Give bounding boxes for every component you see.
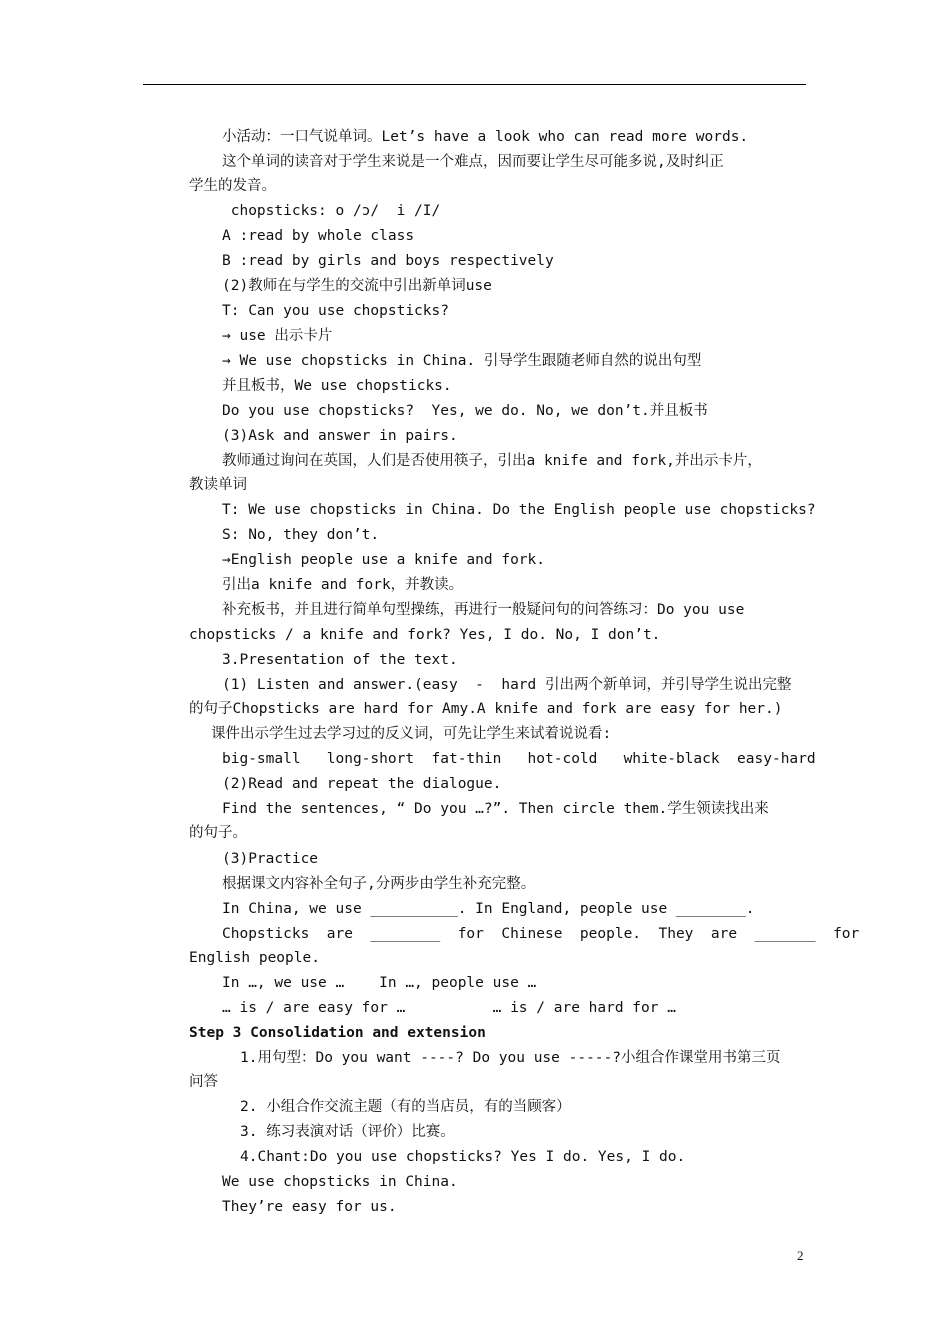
text-line: In China, we use __________. In England, people use ________. [222, 901, 755, 917]
section-heading: Step 3 Consolidation and extension [189, 1025, 486, 1041]
text-line: chopsticks / a knife and fork? Yes, I do. No, I don’t. [189, 627, 661, 643]
text-line: →English people use a knife and fork. [222, 552, 546, 568]
text-line: S: No, they don’t. [222, 527, 380, 543]
text-line: In …, we use … In …, people use … [222, 975, 537, 991]
text-line: 引出a knife and fork，并教读。 [222, 577, 464, 593]
text-line: (1) Listen and answer.(easy - hard 引出两个新单词，并引导学生说出完整 [222, 677, 792, 693]
text-line: (3)Practice [222, 851, 319, 867]
text-line: T: Can you use chopsticks? [222, 303, 449, 319]
text-line: 4.Chant:Do you use chopsticks? Yes I do. Yes, I do. [240, 1149, 686, 1165]
text-line: They’re easy for us. [222, 1199, 397, 1215]
text-line: 的句子Chopsticks are hard for Amy.A knife and fork are easy for her.) [189, 701, 783, 717]
text-line: T: We use chopsticks in China. Do the English people use chopsticks? [222, 502, 816, 518]
text-line: (2)教师在与学生的交流中引出新单词use [222, 278, 492, 294]
text-line: English people. [189, 950, 320, 966]
text-line: Do you use chopsticks? Yes, we do. No, we don’t.并且板书 [222, 403, 708, 419]
text-line: 教读单词 [189, 477, 247, 493]
text-line: 学生的发音。 [189, 178, 276, 194]
text-line: chopsticks: o /ɔ/ i /I/ [222, 203, 441, 219]
text-line: 这个单词的读音对于学生来说是一个难点，因而要让学生尽可能多说,及时纠正 [222, 154, 724, 170]
text-line: 问答 [189, 1074, 218, 1090]
text-line: 2. 小组合作交流主题（有的当店员，有的当顾客） [240, 1099, 571, 1115]
text-line: (3)Ask and answer in pairs. [222, 428, 458, 444]
text-line: Find the sentences, “ Do you …?”. Then circle them.学生领读找出来 [222, 801, 769, 817]
text-line: 的句子。 [189, 825, 247, 841]
text-line: A :read by whole class [222, 228, 415, 244]
text-line: 并且板书，We use chopsticks. [222, 378, 452, 394]
text-line: → We use chopsticks in China. 引导学生跟随老师自然的说出句型 [222, 353, 702, 369]
page-number: 2 [797, 1248, 804, 1263]
text-line: → use 出示卡片 [222, 328, 333, 344]
text-line: 3. 练习表演对话（评价）比赛。 [240, 1124, 455, 1140]
text-line: … is / are easy for … … is / are hard for … [222, 1000, 676, 1016]
header-rule [143, 84, 806, 85]
text-line: 教师通过询问在英国，人们是否使用筷子，引出a knife and fork,并出示卡片， [222, 453, 762, 469]
text-line: B :read by girls and boys respectively [222, 253, 554, 269]
text-line: 补充板书，并且进行简单句型操练，再进行一般疑问句的问答练习：Do you use [222, 602, 745, 618]
text-line: We use chopsticks in China. [222, 1174, 458, 1190]
text-line: Chopsticks are ________ for Chinese people. They are _______ for [222, 926, 860, 942]
text-line: 1.用句型：Do you want ----? Do you use -----?小组合作课堂用书第三页 [240, 1050, 781, 1066]
text-line: (2)Read and repeat the dialogue. [222, 776, 502, 792]
text-line: 课件出示学生过去学习过的反义词，可先让学生来试着说说看: [211, 726, 612, 742]
text-line: 根据课文内容补全句子,分两步由学生补充完整。 [222, 876, 536, 892]
text-line: 3.Presentation of the text. [222, 652, 458, 668]
text-line: big-small long-short fat-thin hot-cold white-black easy-hard [222, 751, 816, 767]
text-line: 小活动：一口气说单词。Let’s have a look who can read more words. [222, 129, 749, 145]
